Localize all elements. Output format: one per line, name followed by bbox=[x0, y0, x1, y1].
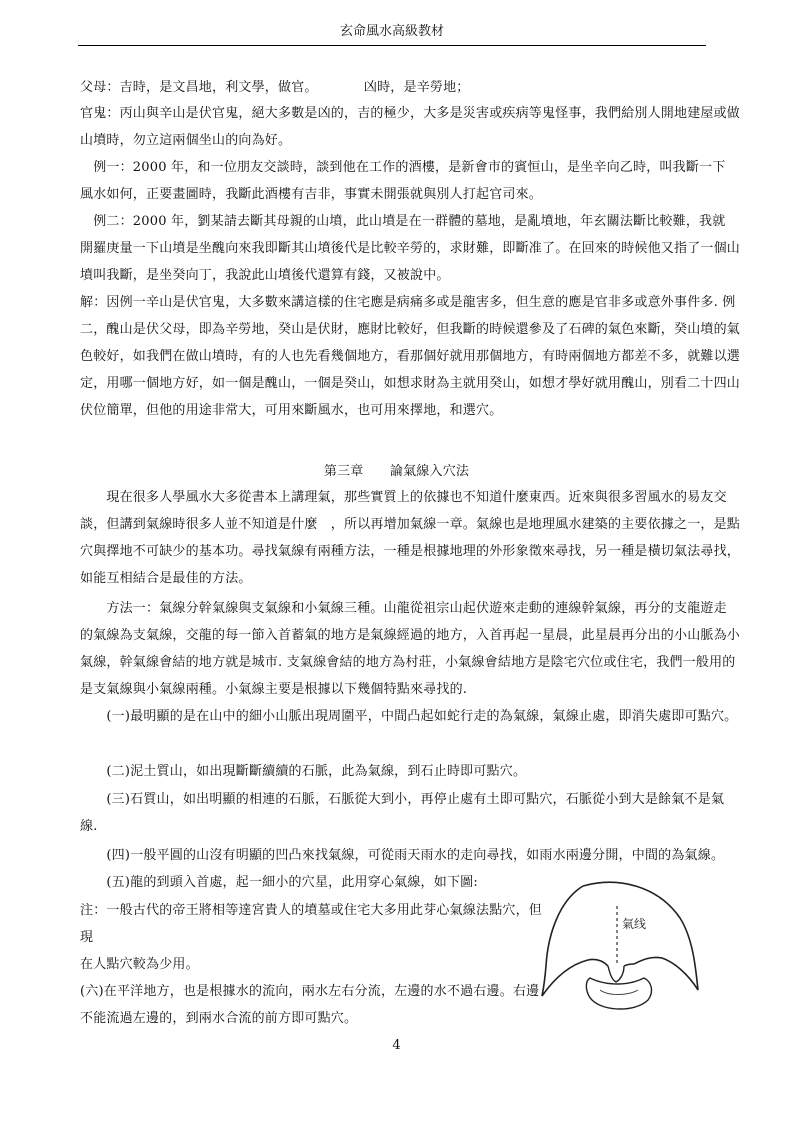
text-line: 伏位簡單，但他的用途非常大，可用來斷風水，也可用來擇地，和選穴。 bbox=[80, 403, 503, 418]
text-line: 開羅庚量一下山墳是坐醜向來我即斷其山墳後代是比較辛勞的，求財難，即斷准了。在回來的時候他又指了一個山 bbox=[80, 241, 741, 256]
figure-annotation: 氣线 bbox=[622, 917, 647, 931]
text-line: 例二：2000 年，劉某請去斷其母親的山墳，此山墳是在一群體的墓地，是亂墳地，年玄關法斷比較難，我就 bbox=[80, 214, 726, 229]
text-line: 風水如何，正要畫圖時，我斷此酒樓有吉非，事實未開張就與別人打起官司來。 bbox=[80, 187, 543, 202]
text-line: 注：一般古代的帝王將相等達宮貴人的墳墓或住宅大多用此芽心氣線法點穴，但 bbox=[80, 903, 543, 918]
text-line: 線. bbox=[80, 819, 98, 834]
text-line: (四)一般平圓的山沒有明顯的凹凸來找氣線，可從雨天雨水的走向尋找，如雨水兩邊分開，中間的為氣線。 bbox=[80, 848, 725, 863]
text-line: 穴與擇地不可缺少的基本功。尋找氣線有兩種方法，一種是根據地理的外形象徵來尋找，另一種是橫切氣法尋找， bbox=[80, 544, 741, 559]
text-line: 例一：2000 年，和一位朋友交談時，談到他在工作的酒樓，是新會市的賓恒山，是坐辛向乙時，叫我斷一下 bbox=[80, 160, 726, 175]
header-rule bbox=[78, 45, 706, 46]
text-line: (六)在平洋地方，也是根據水的流向，兩水左右分流，左邊的水不過右邊。右邊 bbox=[80, 984, 540, 999]
text-line: 父母：吉時，是文昌地，利文學，做官。 凶時，是辛勞地； bbox=[80, 80, 470, 95]
text-line: 官鬼：丙山與辛山是伏官鬼，絕大多數是凶的，吉的極少，大多是災害或疾病等鬼怪事，我們給別人開地建屋或做 bbox=[80, 106, 741, 121]
text-line: (五)龍的到頭入首處，起一細小的穴星，此用穿心氣線，如下圖: bbox=[80, 875, 478, 890]
text-line: 氣線，幹氣線會結的地方就是城市. 支氣線會結的地方為村莊，小氣線會結地方是陰宅穴位或住宅，我們一般用的 bbox=[80, 655, 736, 670]
qi-line-diagram bbox=[528, 878, 708, 1028]
text-line: 二，醜山是伏父母，即為辛勞地，癸山是伏財，應財比較好，但我斷的時候還參及了石碑的氣色來斷，癸山墳的氣 bbox=[80, 322, 741, 337]
text-line: (一)最明顯的是在山中的細小山脈出現周圍平，中間凸起如蛇行走的為氣線，氣線止處，即消失處即可點穴。 bbox=[80, 709, 738, 724]
text-line: 山墳時，勿立這兩個坐山的向為好。 bbox=[80, 133, 292, 148]
text-line: (二)泥土質山，如出現斷斷續續的石脈，此為氣線，到石止時即可點穴。 bbox=[80, 764, 527, 779]
text-line: (三)石質山，如出明顯的相連的石脈，石脈從大到小，再停止處有土即可點穴，石脈從小到大是餘氣不是氣 bbox=[80, 792, 725, 807]
text-line: 色較好，如我們在做山墳時，有的人也先看幾個地方，看那個好就用那個地方，有時兩個地方都差不多，就難以選 bbox=[80, 349, 741, 364]
text-line: 定，用哪一個地方好，如一個是醜山，一個是癸山，如想求財為主就用癸山，如想才學好就用醜山，別看二十四山 bbox=[80, 376, 741, 391]
text-line: 現在很多人學風水大多從書本上講理氣，那些實質上的依據也不知道什麼東西。近來與很多習風水的易友交 bbox=[80, 490, 727, 505]
text-line: 不能流過左邊的，到兩水合流的前方即可點穴。 bbox=[80, 1011, 358, 1026]
text-line: 談，但講到氣線時很多人並不知道是什麼 ，所以再增加氣線一章。氣線也是地理風水建築的主要依據之一，是點 bbox=[80, 517, 741, 532]
text-line: 是支氣線與小氣線兩種。小氣線主要是根據以下幾個特點來尋找的. bbox=[80, 682, 468, 697]
page-header-title: 玄命風水高級教材 bbox=[339, 24, 444, 39]
text-line: 墳叫我斷，是坐癸向丁，我說此山墳後代還算有錢，又被說中。 bbox=[80, 268, 450, 283]
text-line: 方法一：氣線分幹氣線與支氣線和小氣線三種。山龍從祖宗山起伏遊來走動的連線幹氣線，再分的支龍遊走 bbox=[80, 601, 727, 616]
text-line: 的氣線為支氣線，交龍的每一節入首蓄氣的地方是氣線經過的地方，入首再起一星晨，此星晨再分出的小山脈為小 bbox=[80, 628, 741, 643]
text-line: 在人點穴較為少用。 bbox=[80, 957, 199, 972]
text-line: 解：因例一辛山是伏官鬼，大多數來講這樣的住宅應是病痛多或是龍害多，但生意的應是官非多或意外事件多. 例 bbox=[80, 295, 736, 310]
text-line: 如能互相結合是最佳的方法。 bbox=[80, 571, 252, 586]
text-line: 現 bbox=[80, 930, 94, 945]
chapter-title: 第三章 論氣線入穴法 bbox=[323, 464, 470, 479]
page-number: 4 bbox=[392, 1038, 401, 1053]
